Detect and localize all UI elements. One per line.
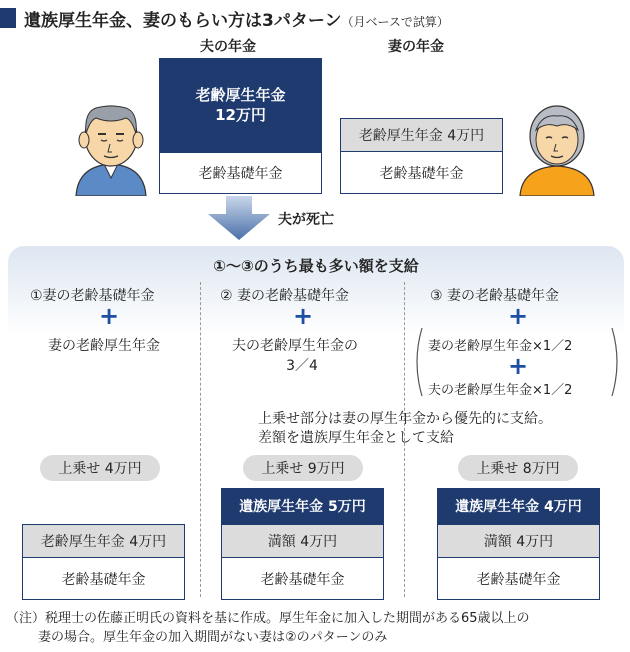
option3-mangaku-box: 満額 4万円: [437, 524, 600, 558]
option3-izoku-box: 遺族厚生年金 4万円: [437, 488, 600, 524]
wife-kiso-box: 老齢基礎年金: [340, 152, 503, 194]
option2-heading: ② 妻の老齢基礎年金: [220, 288, 350, 304]
option2-mangaku-box: 満額 4万円: [221, 524, 384, 558]
husband-kosei-box: [159, 58, 322, 152]
title-text: 遺族厚生年金、妻のもらい方は3パターン: [24, 11, 342, 31]
option3-item2: 夫の老齢厚生年金×1／2: [428, 383, 573, 398]
option2-item-line1: 夫の老齢厚生年金の: [232, 338, 358, 354]
option2-plus-icon: +: [292, 302, 314, 330]
husband-kosei-label: 老齢厚生年金: [195, 86, 286, 104]
option3-uwanose-badge: 上乗せ 8万円: [458, 455, 578, 481]
option1-heading: ①妻の老齢基礎年金: [30, 288, 155, 304]
husband-kiso-box: 老齢基礎年金: [159, 152, 322, 194]
option2-izoku-box: 遺族厚生年金 5万円: [221, 488, 384, 524]
option3-plus2-icon: +: [507, 352, 529, 380]
wife-kosei-box: 老齢厚生年金 4万円: [340, 118, 503, 152]
explain-line2: 差額を遺族厚生年金として支給: [258, 430, 454, 446]
option2-item-line2: 3／4: [286, 358, 318, 374]
column-divider-1: [200, 282, 201, 597]
option2-uwanose-badge: 上乗せ 9万円: [243, 455, 363, 481]
husband-kosei-amount: 12万円: [215, 106, 266, 124]
option3-kiso-box: 老齢基礎年金: [437, 558, 600, 600]
down-arrow-icon: [206, 196, 272, 242]
explain-line1: 上乗せ部分は妻の厚生年金から優先的に支給。: [258, 411, 552, 427]
event-label: 夫が死亡: [278, 212, 334, 228]
note-line2: 妻の場合。厚生年金の加入期間がない妻は②のパターンのみ: [38, 630, 388, 645]
option1-plus-icon: +: [98, 302, 120, 330]
option3-plus-icon: +: [507, 302, 529, 330]
title-marker: [0, 8, 16, 28]
wife-illustration: [512, 96, 602, 196]
option1-item: 妻の老齢厚生年金: [48, 338, 160, 354]
option2-kiso-box: 老齢基礎年金: [221, 558, 384, 600]
wife-pension-label: 妻の年金: [388, 39, 444, 55]
husband-illustration: [66, 96, 156, 196]
note-line1: （注）税理士の佐藤正明氏の資料を基に作成。厚生年金に加入した期間がある65歳以上の: [6, 611, 530, 626]
title-subtitle: （月ベースで試算）: [341, 15, 449, 29]
page-title: [24, 6, 449, 31]
husband-pension-label: 夫の年金: [200, 39, 256, 55]
option3-item1: 妻の老齢厚生年金×1／2: [428, 339, 573, 354]
option1-kiso-box: 老齢基礎年金: [22, 558, 185, 600]
option1-uwanose-badge: 上乗せ 4万円: [40, 455, 160, 481]
option3-heading: ③ 妻の老齢基礎年金: [430, 288, 560, 304]
choose-label: ①～③のうち最も多い額を支給: [213, 257, 419, 275]
option1-kosei-box: 老齢厚生年金 4万円: [22, 524, 185, 558]
